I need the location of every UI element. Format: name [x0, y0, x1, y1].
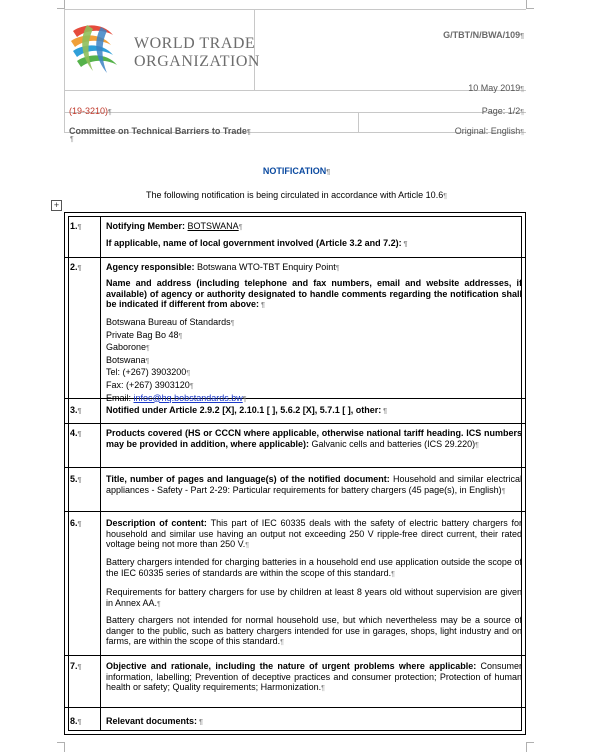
document-symbol: G/TBT/N/BWA/109¶ — [443, 30, 524, 40]
notifying-member: Notifying Member: BOTSWANA¶ — [106, 221, 243, 231]
description-paragraph-3: Requirements for battery chargers for use by children at least 8 years old without supervision are given in Annex AA.¶ — [106, 587, 522, 608]
email-label: Email: — [106, 392, 134, 403]
agency-address — [106, 317, 522, 405]
objective-rationale: Objective and rationale, including the nature of urgent problems where applicable: Consumer information, labelling; Prevention of deceptive practices and consumer protection; Protection of human health or safety; Quality requirements; Harmonization.¶ — [106, 661, 522, 692]
address-line-text: Private Bag Bo 48 — [106, 329, 179, 340]
address-line: Private Bag Bo 48¶ — [106, 329, 183, 340]
description-paragraph-1: Description of content: This part of IEC 60335 deals with the safety of electric battery chargers for household and similar use having an output not exceeding 250 V ripple-free direct current, their rated voltage being not more than 250 V.¶ — [106, 518, 522, 549]
email-link[interactable]: infoc@hq.bobstandards.bw — [133, 392, 243, 403]
description-text: Battery chargers not intended for normal household use, but which nevertheless may be a source of danger to the public, such as battery chargers intended for use in garages, shops, light industry and on farms, are within the scope of this standard. — [106, 615, 522, 646]
address-line-text: Tel: (+267) 3903200 — [106, 367, 187, 378]
original-language-text: Original: English — [454, 126, 521, 136]
address-line: Fax: (+267) 3903120¶ — [106, 379, 194, 390]
document-symbol-text: G/TBT/N/BWA/109 — [443, 30, 521, 40]
relevant-documents-label: Relevant documents: — [106, 716, 198, 726]
description-text: This part of IEC 60335 deals with the safety of electric battery chargers for household and similar use having an output not exceeding 250 V ripple-free direct current, their rated voltage being not more than 250 V. — [106, 518, 522, 549]
document-date: 10 May 2019¶ — [468, 83, 524, 93]
document-date-text: 10 May 2019 — [468, 83, 521, 93]
table-row-divider — [65, 467, 525, 468]
header-rule — [64, 112, 526, 113]
committee-name-text: Committee on Technical Barriers to Trade — [69, 126, 247, 136]
item-number: 4.¶ — [70, 428, 82, 438]
header-rule — [64, 9, 526, 10]
table-row-divider — [65, 707, 525, 708]
crop-mark-top-left — [57, 0, 65, 9]
document-title-value: Household and similar electrical appliances - Safety - Part 2-29: Particular requirements for battery chargers (45 page(s), in English) — [106, 474, 522, 495]
description-text: Requirements for battery chargers for use by children at least 8 years old without supervision are given in Annex AA. — [106, 587, 522, 608]
item-number: 7.¶ — [70, 661, 82, 671]
address-heading: Name and address (including telephone and fax numbers, email and website addresses, if available) of agency or authority designated to handle comments regarding the notification shall be indicated if different from above: ¶ — [106, 278, 522, 309]
crop-mark-top-right — [526, 0, 534, 9]
notification-intro-text: The following notification is being circulated in accordance with Article 10.6 — [146, 190, 444, 200]
relevant-documents: Relevant documents: ¶ — [106, 716, 203, 726]
document-serial: (19-3210)¶ — [69, 106, 112, 116]
agency-responsible-value: Botswana WTO-TBT Enquiry Point — [197, 262, 336, 272]
notifying-member-label: Notifying Member: — [106, 221, 188, 231]
document-header — [64, 9, 526, 136]
table-row-divider — [65, 423, 525, 424]
notified-under-article-text: Notified under Article 2.9.2 [X], 2.10.1 [ ], 5.6.2 [X], 5.7.1 [ ], other: — [106, 405, 382, 415]
header-rule — [358, 112, 359, 133]
paragraph-mark: ¶ — [70, 136, 74, 143]
document-title-label: Title, number of pages and language(s) of the notified document: — [106, 474, 393, 484]
description-paragraph-2: Battery chargers intended for charging batteries in a household end use application outside the scope of the IEC 60335 series of standards are within the scope of this standard.¶ — [106, 557, 522, 578]
products-covered: Products covered (HS or CCCN where applicable, otherwise national tariff heading. ICS numbers may be provided in addition, where applicable): Galvanic cells and batteries (ICS 29.220)¶ — [106, 428, 522, 449]
address-line: Tel: (+267) 3903200¶ — [106, 367, 191, 378]
item-number: 8.¶ — [70, 716, 82, 726]
item-number-text: 5. — [70, 474, 78, 484]
item-number-text: 6. — [70, 518, 78, 528]
item-number-text: 3. — [70, 405, 78, 415]
address-line-text: Botswana Bureau of Standards — [106, 317, 231, 327]
address-line: Botswana Bureau of Standards¶ — [106, 317, 235, 327]
original-language: Original: English¶ — [454, 126, 524, 136]
item-number: 1.¶ — [70, 221, 82, 231]
item-number-text: 1. — [70, 221, 78, 231]
products-covered-label: Products covered (HS or CCCN where applicable, otherwise national tariff heading. ICS numbers may be provided in addition, where applicable): — [106, 428, 522, 449]
page-count-text: Page: 1/2 — [481, 106, 521, 116]
item-number-text: 8. — [70, 716, 78, 726]
header-rule — [64, 90, 526, 91]
description-text: Battery chargers intended for charging batteries in a household end use application outside the scope of the IEC 60335 series of standards are within the scope of this standard. — [106, 557, 522, 578]
committee-name: Committee on Technical Barriers to Trade¶ — [69, 126, 251, 136]
notified-under-article: Notified under Article 2.9.2 [X], 2.10.1 [ ], 5.6.2 [X], 5.7.1 [ ], other: ¶ — [106, 405, 388, 415]
wto-logo-icon — [67, 23, 129, 77]
objective-rationale-label: Objective and rationale, including the nature of urgent problems where applicable: — [106, 661, 481, 671]
description-paragraph-4: Battery chargers not intended for normal household use, but which nevertheless may be a source of danger to the public, such as battery chargers intended for use in garages, shops, light industry and on farms, are within the scope of this standard.¶ — [106, 615, 522, 646]
local-government-label: If applicable, name of local government involved (Article 3.2 and 7.2): — [106, 238, 402, 248]
item-number: 6.¶ — [70, 518, 82, 528]
item-number: 5.¶ — [70, 474, 82, 484]
notification-title-text: NOTIFICATION — [262, 166, 327, 176]
notifying-member-value: BOTSWANA — [187, 221, 239, 231]
table-move-handle[interactable]: + — [51, 200, 62, 211]
agency-responsible: Agency responsible: Botswana WTO-TBT Enquiry Point¶ — [106, 262, 340, 272]
products-covered-value: Galvanic cells and batteries (ICS 29.220) — [311, 438, 476, 449]
objective-rationale-value: Consumer information, labelling; Prevention of deceptive practices and consumer protection; Protection of human health or safety; Quality requirements; Harmonization. — [106, 661, 522, 692]
document-serial-text: (19-3210) — [69, 106, 109, 116]
header-rule — [64, 9, 65, 133]
local-government: If applicable, name of local government involved (Article 3.2 and 7.2): ¶ — [106, 238, 408, 248]
document-title: Title, number of pages and language(s) of the notified document: Household and similar electrical appliances - Safety - Part 2-29: Particular requirements for battery chargers (45 page(s), in English)¶ — [106, 474, 522, 495]
notification-title: NOTIFICATION¶ — [262, 166, 331, 176]
number-column-rule — [100, 216, 101, 731]
item-number-text: 7. — [70, 661, 78, 671]
address-email: Email: infoc@hq.bobstandards.bw¶ — [106, 392, 247, 403]
item-number: 2.¶ — [70, 262, 82, 272]
table-row-divider — [65, 257, 525, 258]
table-row-divider — [65, 511, 525, 512]
organization-name — [134, 35, 260, 71]
notification-intro: The following notification is being circulated in accordance with Article 10.6¶ — [146, 190, 447, 200]
address-line-text: Gaborone — [106, 342, 147, 353]
organization-name-line2: ORGANIZATION — [134, 53, 260, 70]
agency-responsible-label: Agency responsible: — [106, 262, 198, 272]
table-row-divider — [65, 655, 525, 656]
item-number-text: 4. — [70, 428, 78, 438]
page-count: Page: 1/2¶ — [481, 106, 524, 116]
item-number-text: 2. — [70, 262, 78, 272]
address-line: Gaborone¶ — [106, 342, 150, 353]
address-line-text: Fax: (+267) 3903120 — [106, 379, 190, 390]
address-line: Botswana¶ — [106, 354, 150, 365]
address-heading-text: Name and address (including telephone and fax numbers, email and website addresses, if available) of agency or authority designated to handle comments regarding the notification shall be indicated if different from above: — [106, 278, 522, 309]
address-line-text: Botswana — [106, 354, 146, 365]
item-number: 3.¶ — [70, 405, 82, 415]
description-label: Description of content: — [106, 518, 211, 528]
organization-name-line1: WORLD TRADE — [134, 35, 256, 52]
